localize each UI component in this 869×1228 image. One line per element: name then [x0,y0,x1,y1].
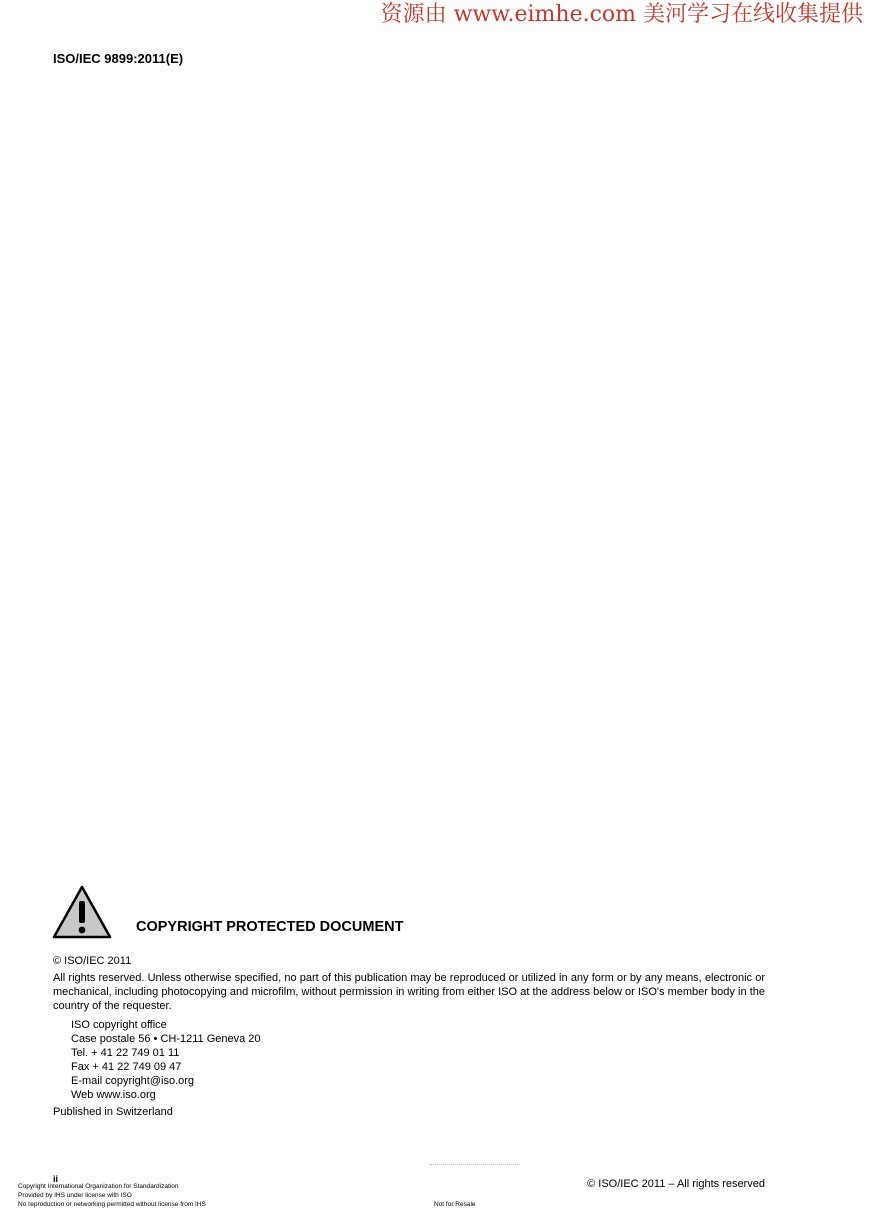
license-line: No reproduction or networking permitted without license from IHS [18,1201,206,1208]
copyright-line: © ISO/IEC 2011 [53,955,132,967]
office-email: E-mail copyright@iso.org [71,1075,195,1087]
published-in: Published in Switzerland [53,1106,173,1118]
warning-triangle-icon [52,885,112,939]
watermark-text: 资源由 www.eimhe.com 美河学习在线收集提供 [380,2,863,27]
iso-office-address [71,1018,261,1102]
office-fax: Fax + 41 22 749 09 47 [71,1061,182,1073]
copyright-heading: COPYRIGHT PROTECTED DOCUMENT [136,919,404,935]
footer-rights: © ISO/IEC 2011 – All rights reserved [587,1178,765,1190]
office-tel: Tel. + 41 22 749 01 11 [71,1047,180,1059]
document-id: ISO/IEC 9899:2011(E) [53,51,184,66]
office-postal: Case postale 56 • CH-1211 Geneva 20 [71,1033,261,1045]
footer-divider [430,1164,520,1169]
license-line: Provided by IHS under license with ISO [18,1192,132,1199]
license-line: Copyright International Organization for Standardization [18,1183,179,1190]
page-number: ii [53,1174,59,1184]
office-web: Web www.iso.org [71,1089,156,1101]
license-notice [18,1182,206,1209]
office-name: ISO copyright office [71,1019,167,1031]
rights-statement: All rights reserved. Unless otherwise specified, no part of this publication may be reproduced or utilized in any form or by any means, electronic or mechanical, including photocopying and microfilm, without permission in writing from either ISO at the address below or ISO's member body in the country of the requester. [53,972,765,1012]
not-for-resale: Not for Resale [434,1201,476,1208]
